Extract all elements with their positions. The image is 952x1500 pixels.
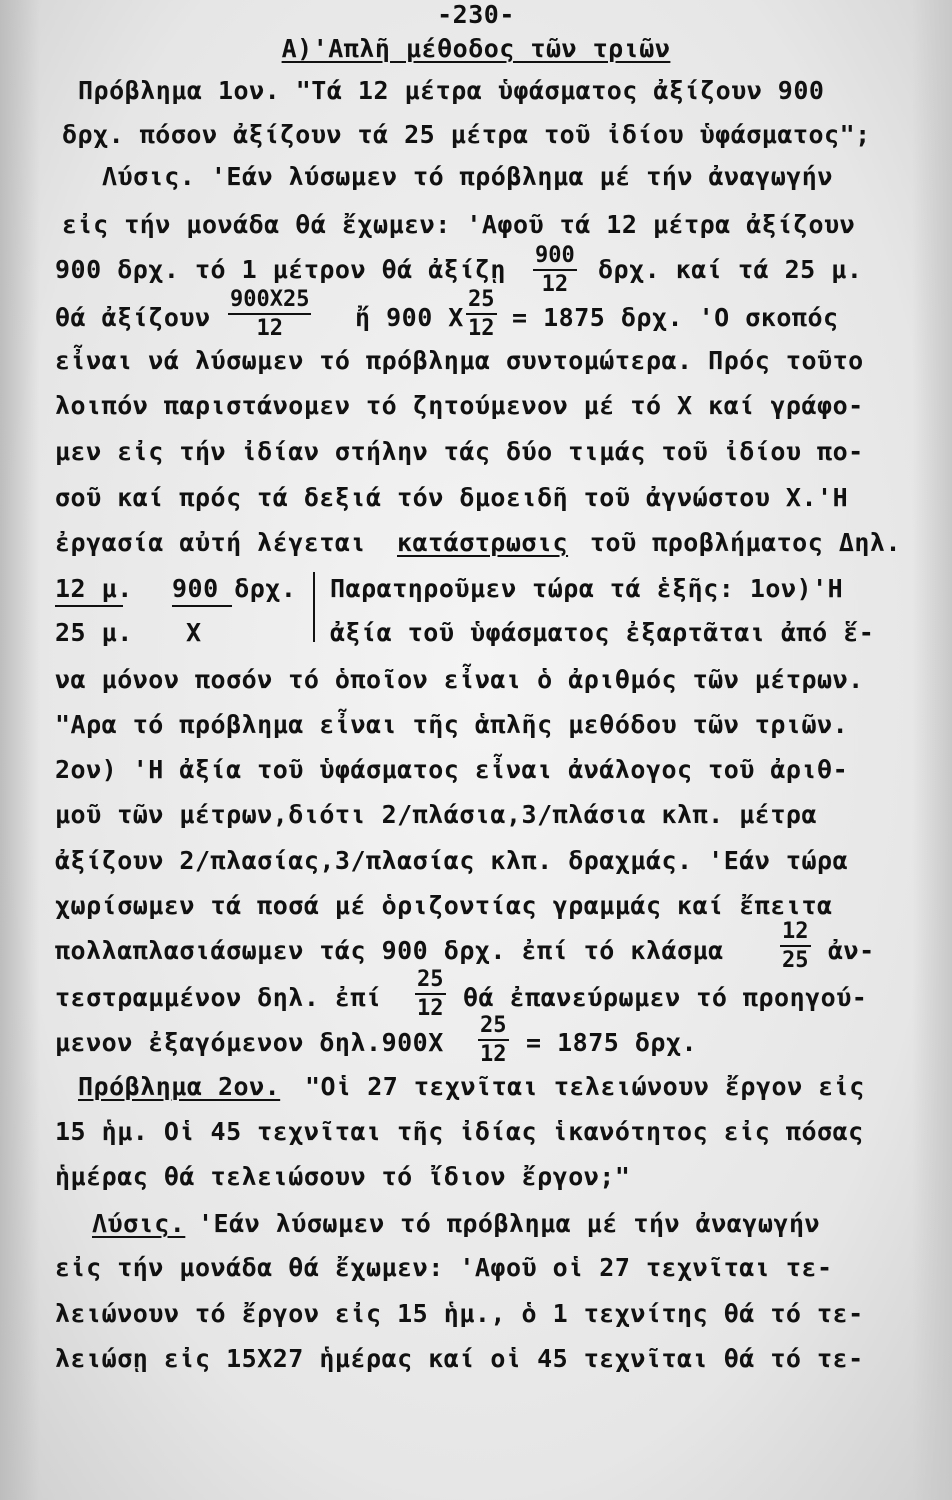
text-line: "Αρα τό πρόβλημα εἶναι τῆς ἁπλῆς μεθόδου τῶν τριῶν.: [55, 710, 849, 739]
section-heading: Α)'Απλῆ μέθοδος τῶν τριῶν: [281, 34, 671, 63]
fraction-denominator: 25: [782, 948, 809, 973]
text-line: μεν εἰς τήν ἰδίαν στήλην τάς δύο τιμάς τοῦ ἰδίου πο-: [55, 437, 864, 466]
text-line: σοῦ καί πρός τά δεξιά τόν δμοειδῆ τοῦ ἀγνώστου Χ.'Η: [55, 483, 849, 512]
setup-line: [55, 605, 123, 607]
text-line: = 1875 δρχ.: [526, 1028, 698, 1057]
text-line: 'Εάν λύσωμεν τό πρόβλημα μέ τήν ἀναγωγήν: [198, 1209, 821, 1238]
fraction: [415, 968, 446, 1020]
page-number: -230-: [437, 0, 515, 29]
setup-line: [172, 605, 232, 607]
text-line: "Οἱ 27 τεχνῖται τελειώνουν ἔργον εἰς: [305, 1072, 865, 1101]
fraction: [478, 1014, 509, 1066]
fraction-numerator: 900Χ25: [228, 288, 311, 315]
text-line: θά ἐπανεύρωμεν τό προηγού-: [463, 983, 868, 1012]
text-line: ἀξίζουν 2/πλασίας,3/πλασίας κλπ. δραχμάς. 'Εάν τώρα: [55, 846, 849, 875]
text-line: λειώνουν τό ἔργον εἰς 15 ἡμ., ὁ 1 τεχνίτης θά τό τε-: [55, 1299, 864, 1328]
text-line: τεστραμμένον δηλ. ἐπί: [55, 983, 382, 1012]
fraction: [228, 288, 311, 340]
text-line: 15 ἡμ. Οἱ 45 τεχνῖται τῆς ἰδίας ἱκανότητος εἰς πόσας: [55, 1117, 864, 1146]
text-line: ἡμέρας θά τελειώσουν τό ἴδιον ἔργον;": [55, 1162, 631, 1191]
fraction: [533, 244, 577, 296]
text-line: εἰς τήν μονάδα θά ἔχωμεν: 'Αφοῦ τά 12 μέτρα ἀξίζουν: [62, 210, 856, 239]
text-line: δρχ. πόσον ἀξίζουν τά 25 μέτρα τοῦ ἰδίου ὑφάσματος";: [62, 120, 871, 149]
fraction-denominator: 12: [468, 316, 495, 341]
text-line: τοῦ προβλήματος Δηλ.: [590, 528, 902, 557]
text-line: μοῦ τῶν μέτρων,διότι 2/πλάσια,3/πλάσια κλπ. μέτρα: [55, 800, 818, 829]
divider-line: [313, 572, 315, 642]
problem-2-heading: Πρόβλημα 2ον.: [78, 1072, 281, 1101]
text-line: ἐργασία αὐτή λέγεται: [55, 528, 367, 557]
text-line: Πρόβλημα 1ον. "Τά 12 μέτρα ὑφάσματος ἀξίζουν 900: [78, 76, 825, 105]
text-line: δρχ. καί τά 25 μ.: [598, 255, 863, 284]
text-line: χωρίσωμεν τά ποσά μέ ὁριζοντίας γραμμάς καί ἔπειτα: [55, 891, 833, 920]
text-line: λοιπόν παριστάνομεν τό ζητούμενον μέ τό Χ καί γράφο-: [55, 391, 864, 420]
text-line: θά ἀξίζουν: [55, 303, 211, 332]
fraction-numerator: 12: [780, 920, 811, 947]
setup-new-quantity: 25 μ.: [55, 618, 133, 647]
text-line: Λύσις. 'Εάν λύσωμεν τό πρόβλημα μέ τήν ἀναγωγήν: [102, 162, 833, 191]
fraction-numerator: 900: [533, 244, 577, 271]
text-line: πολλαπλασιάσωμεν τάς 900 δρχ. ἐπί τό κλάσμα: [55, 936, 724, 965]
fraction-denominator: 12: [417, 996, 444, 1021]
text-line: μενον ἐξαγόμενον δηλ.900Χ: [55, 1028, 444, 1057]
fraction: [780, 920, 811, 972]
text-line: λειώσῃ εἰς 15Χ27 ἡμέρας καί οἱ 45 τεχνῖται θά τό τε-: [55, 1344, 864, 1373]
fraction: [466, 288, 497, 340]
text-line: εἶναι νά λύσωμεν τό πρόβλημα συντομώτερα. Πρός τοῦτο: [55, 346, 864, 375]
text-line: να μόνον ποσόν τό ὁποῖον εἶναι ὁ ἀριθμός τῶν μέτρων.: [55, 665, 864, 694]
setup-known-value: 900 δρχ.: [172, 574, 297, 603]
text-line: = 1875 δρχ. 'Ο σκοπός: [512, 303, 839, 332]
fraction-denominator: 12: [480, 1042, 507, 1067]
text-line: ἤ 900 Χ: [355, 303, 464, 332]
text-line: εἰς τήν μονάδα θά ἔχωμεν: 'Αφοῦ οἱ 27 τεχνῖται τε-: [55, 1253, 833, 1282]
setup-unknown: Χ: [186, 618, 202, 647]
text-line: Παρατηροῦμεν τώρα τά ἑξῆς: 1ον)'Η: [330, 574, 844, 603]
underlined-term: κατάστρωσις: [397, 528, 569, 557]
text-line: ἀν-: [828, 936, 875, 965]
fraction-numerator: 25: [466, 288, 497, 315]
text-line: ἀξία τοῦ ὑφάσματος ἐξαρτᾶται ἀπό ἕ-: [330, 618, 875, 647]
solution-heading: Λύσις.: [92, 1209, 186, 1238]
setup-known-quantity: 12 μ.: [55, 574, 133, 603]
fraction-numerator: 25: [415, 968, 446, 995]
fraction-denominator: 12: [541, 272, 569, 297]
text-line: 2ον) 'Η ἀξία τοῦ ὑφάσματος εἶναι ἀνάλογος τοῦ ἀριθ-: [55, 755, 849, 784]
fraction-denominator: 12: [256, 316, 283, 341]
text-line: 900 δρχ. τό 1 μέτρον θά ἀξίζῃ: [55, 255, 506, 284]
fraction-numerator: 25: [478, 1014, 509, 1041]
